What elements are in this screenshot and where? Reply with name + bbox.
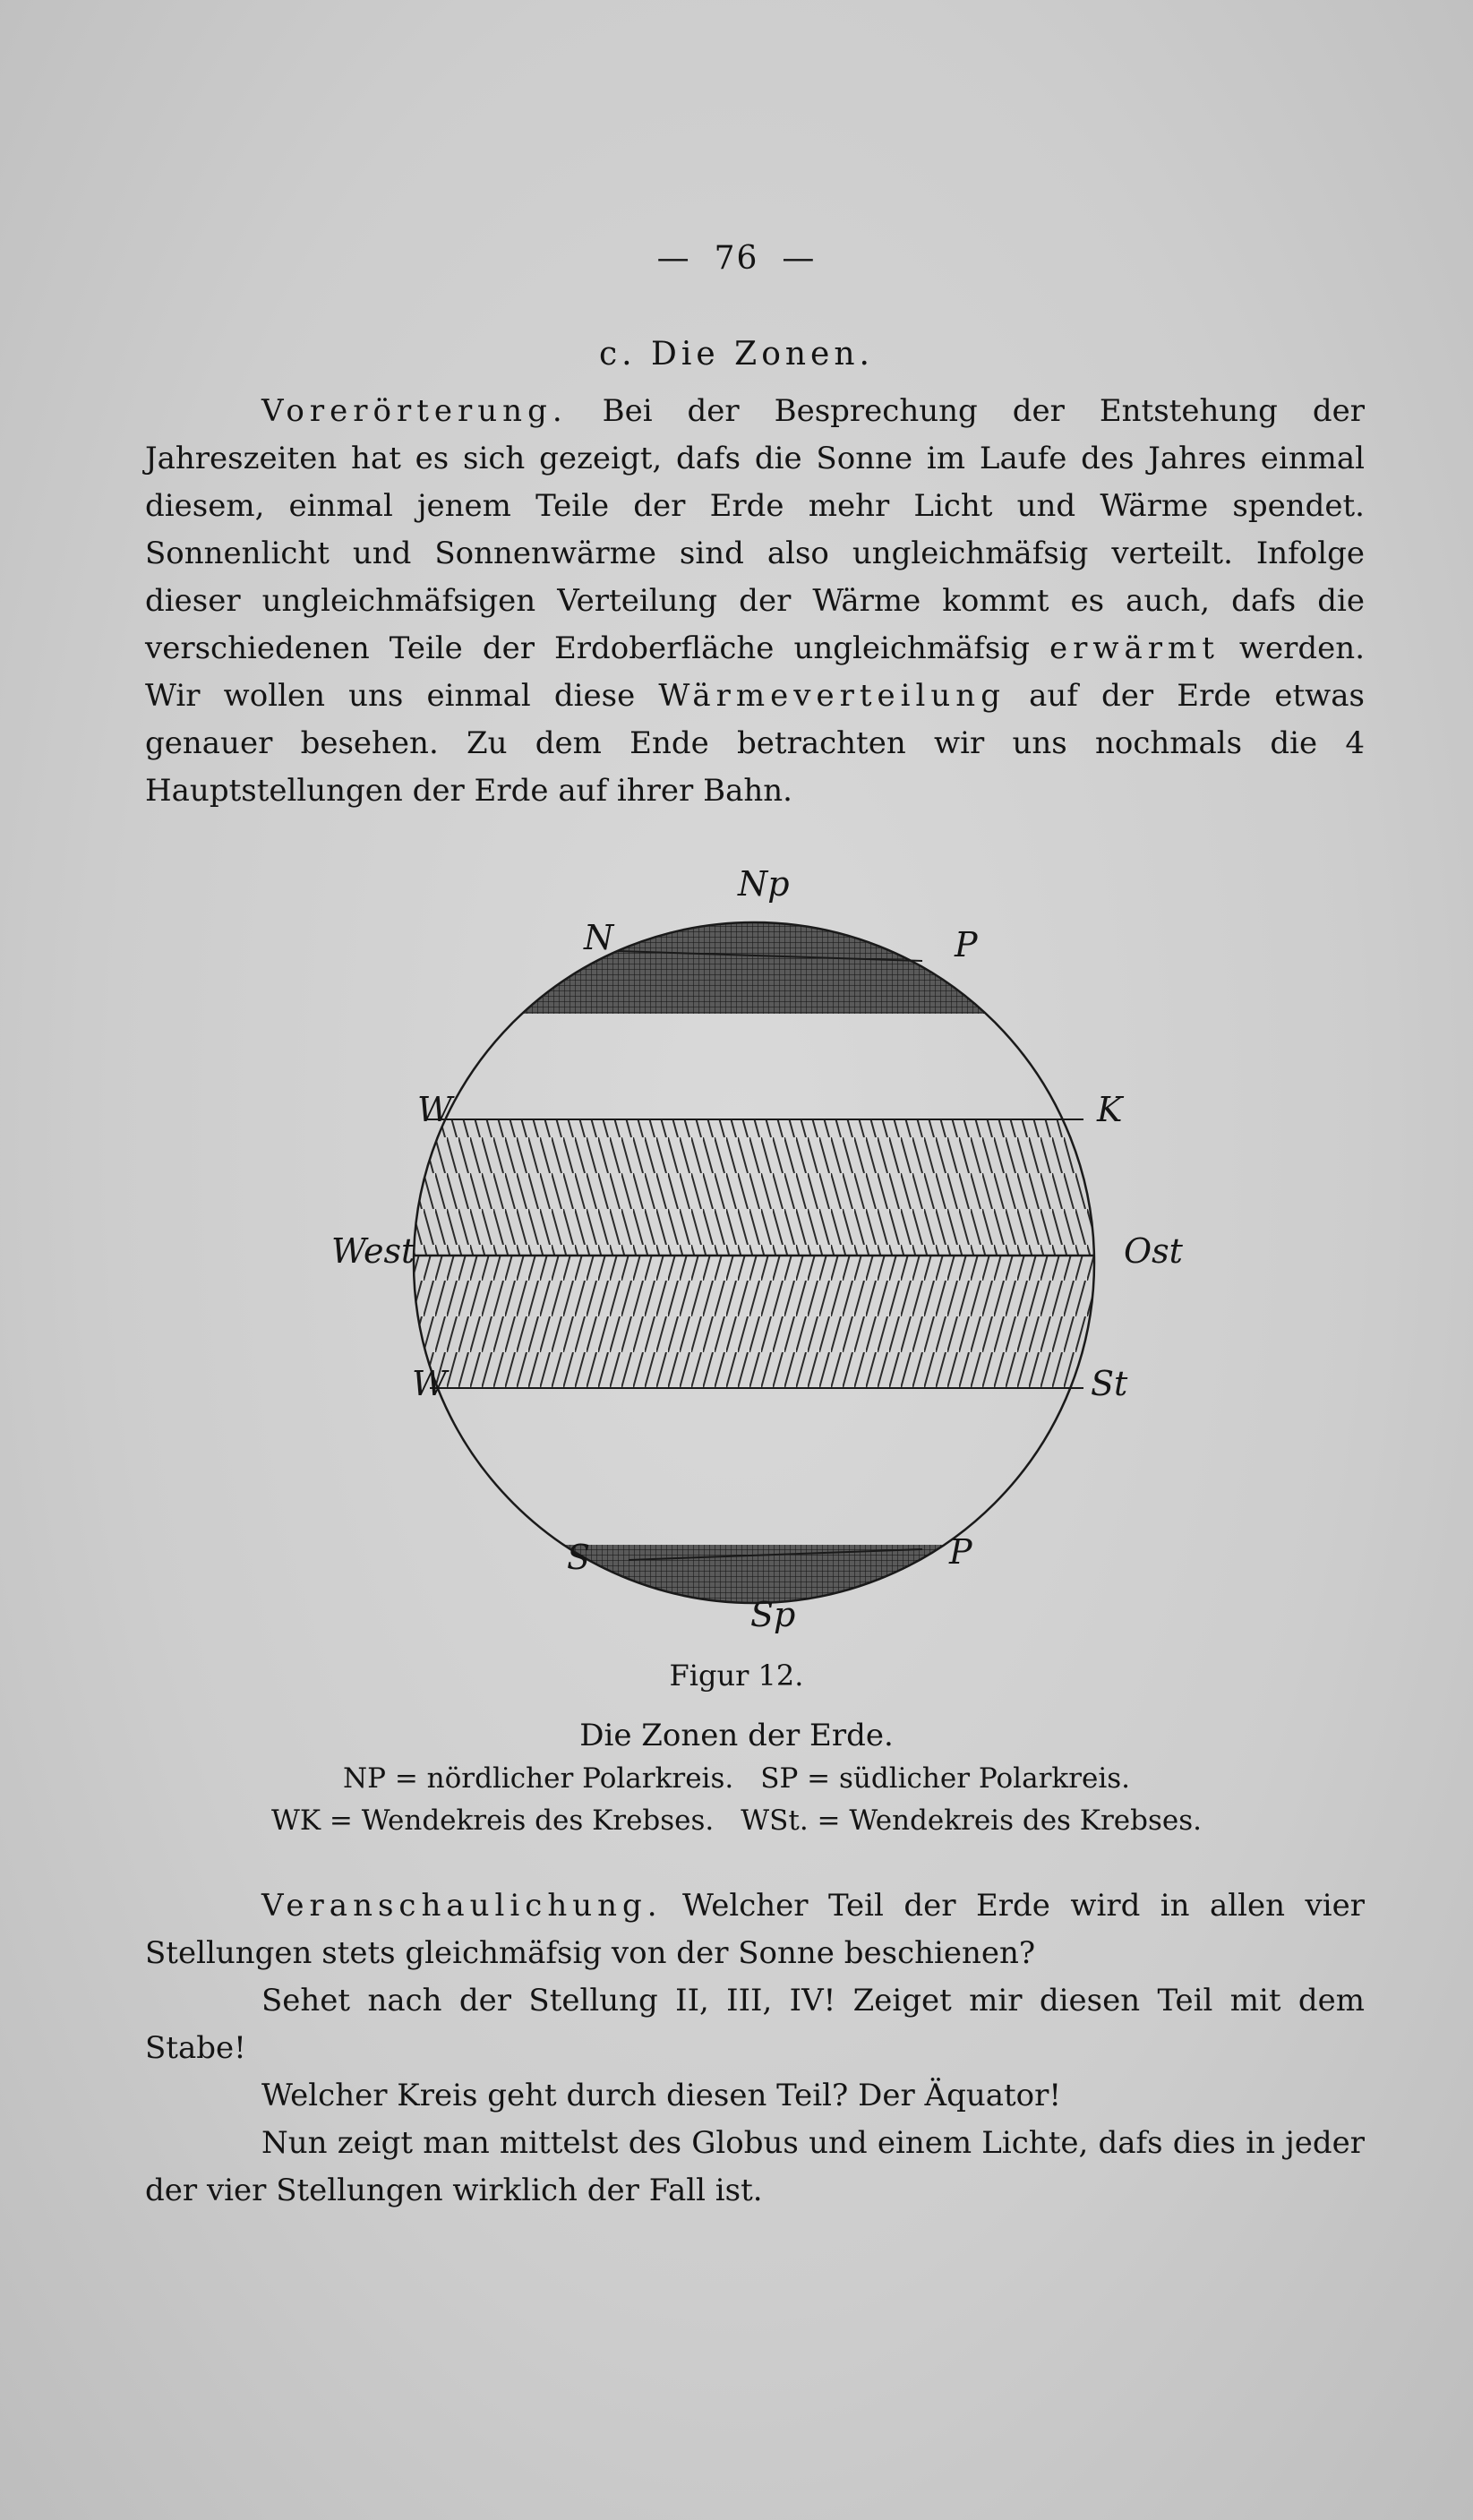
figure-number: Figur 12.: [669, 1659, 804, 1693]
north-tropical-zone: [385, 1119, 1119, 1256]
label-n: N: [584, 918, 614, 957]
label-k: K: [1097, 1090, 1123, 1129]
section-title: c. Die Zonen.: [599, 336, 874, 373]
legend-np: NP = nördlicher Polarkreis.: [342, 1762, 734, 1795]
label-s: S: [567, 1538, 591, 1577]
label-p-top: P: [955, 925, 978, 964]
label-ost: Ost: [1124, 1231, 1183, 1271]
intro-text: [145, 388, 1365, 815]
label-w-bottom: W: [412, 1364, 448, 1403]
paragraph-globus: Nun zeigt man mittelst des Globus und einem Lichte, dafs dies in jeder der vier Stellungen wirklich der Fall ist.: [145, 2125, 1365, 2208]
intro-text-a: Bei der Besprechung der Entstehung der Jahreszeiten hat es sich gezeigt, dafs die Sonne im Laufe des Jahres einmal diesem, einmal jenem Teile der Erde mehr Licht und Wärme spendet. Sonnenlicht und Sonnenwärme sind also ungleichmäfsig verteilt. Infolge dieser ungleichmäfsigen Verteilung der Wärme kommt es auch, dafs die verschiedenen Teile der Erdoberfläche ungleichmäfsig: [145, 393, 1365, 666]
veranschaulichung-text: Welcher Teil der Erde wird in allen vier Stellungen stets gleichmäfsig von der Sonne beschienen?: [145, 1888, 1365, 1971]
intro-paragraph: [145, 388, 1365, 815]
earth-zones: [385, 904, 1119, 1652]
veranschaulichung-lead: Veranschaulichung.: [261, 1888, 663, 1924]
paragraph-veranschaulichung: [145, 1882, 1365, 1977]
intro-lead: Vorerörterung.: [261, 393, 568, 429]
legend-sp: SP = südlicher Polarkreis.: [760, 1762, 1131, 1795]
label-w-top: W: [417, 1090, 453, 1129]
intro-spaced-b: Wärmeverteilung: [658, 678, 1006, 714]
figure-title: Die Zonen der Erde.: [579, 1718, 894, 1753]
intro-text-c: auf der Erde etwas genauer besehen. Zu dem Ende betrachten wir uns nochmals die 4 Hauptstellungen der Erde auf ihrer Bahn.: [145, 678, 1366, 809]
label-west: West: [331, 1231, 415, 1271]
north-polar-cap: [385, 904, 1119, 1014]
intro-spaced-a: erwärmt: [1049, 630, 1220, 666]
figure-legend-line1: [0, 1762, 1473, 1795]
page-number-value: 76: [714, 240, 759, 277]
label-np: Np: [738, 864, 790, 904]
lesson-text: [145, 1882, 1365, 2215]
south-tropical-zone: [385, 1256, 1119, 1388]
page-number: [0, 240, 1473, 277]
label-sp: Sp: [750, 1595, 796, 1634]
legend-wk: WK = Wendekreis des Krebses.: [270, 1804, 715, 1837]
intro-text-b: werden. Wir wollen uns einmal diese: [145, 630, 1366, 714]
page-number-dash-left: —: [656, 240, 691, 277]
paragraph-stellung: Sehet nach der Stellung II, III, IV! Zeiget mir diesen Teil mit dem Stabe!: [145, 1983, 1365, 2066]
label-p-bottom: P: [949, 1532, 972, 1572]
label-st: St: [1091, 1364, 1128, 1403]
legend-wst: WSt. = Wendekreis des Krebses.: [741, 1804, 1202, 1837]
figure-legend-line2: [0, 1804, 1473, 1837]
zones-figure: [295, 851, 1183, 1657]
paragraph-aequator: Welcher Kreis geht durch diesen Teil? Der Äquator!: [261, 2078, 1062, 2113]
page-number-dash-right: —: [782, 240, 817, 277]
